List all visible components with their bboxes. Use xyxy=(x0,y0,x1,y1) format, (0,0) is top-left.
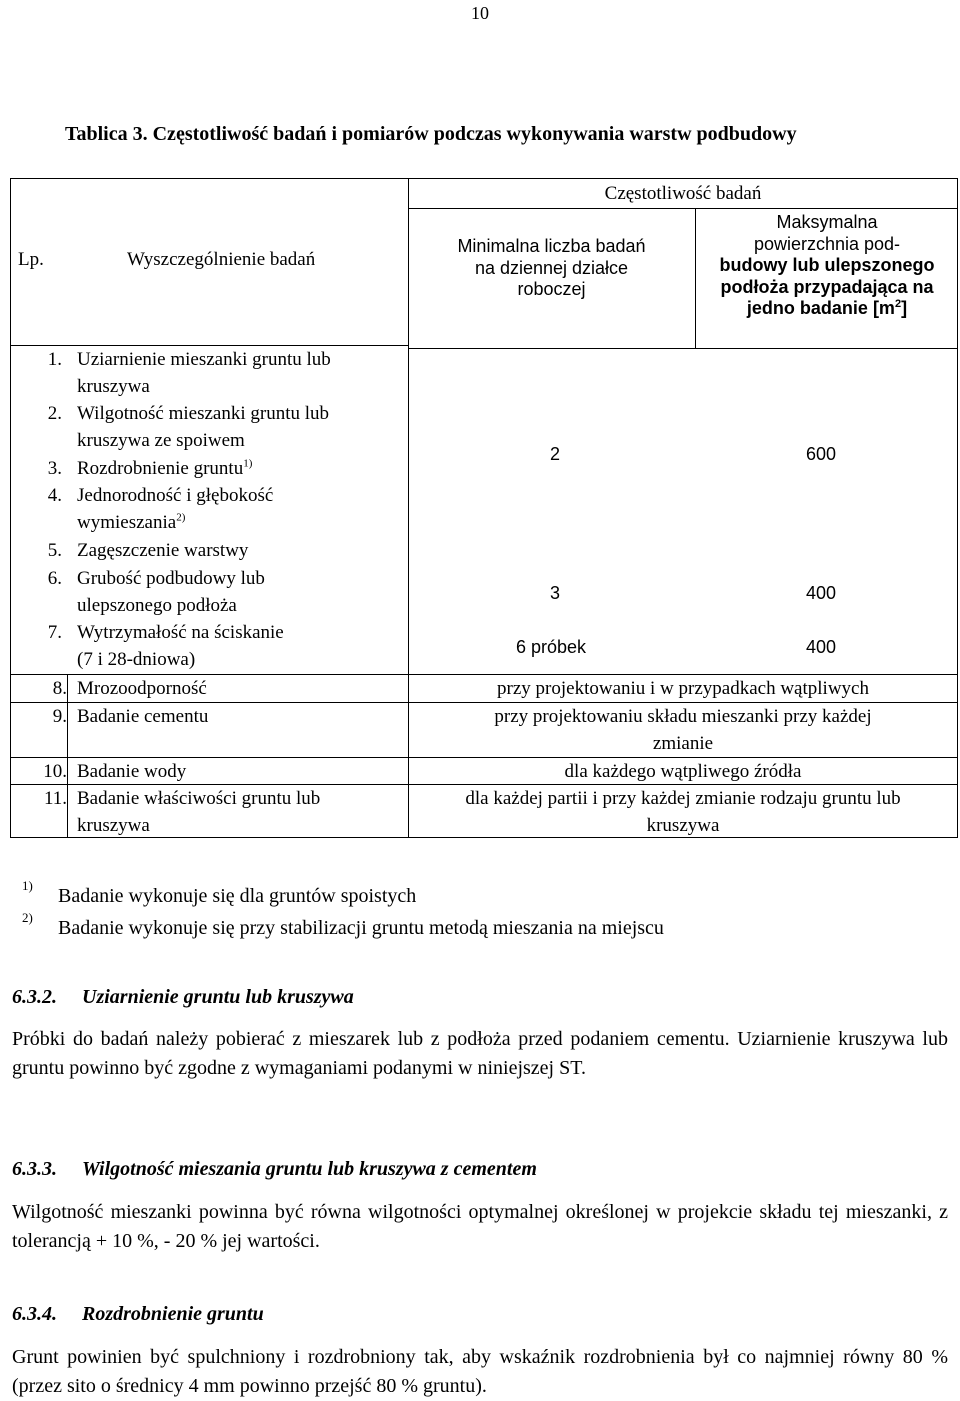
table-row-cont: (7 i 28-dniowa) xyxy=(77,649,196,670)
row10-spec: Badanie wody xyxy=(77,761,187,782)
row6-min-count: 3 xyxy=(550,583,561,603)
group1-min-count: 2 xyxy=(550,444,561,464)
table-row: 1. Uziarnienie mieszanki gruntu lub xyxy=(47,349,331,370)
header-max-line2: powierzchnia pod- xyxy=(753,233,901,254)
row9-num: 9. xyxy=(52,706,67,727)
table-row-cont: kruszywa xyxy=(77,376,150,397)
section-heading: 6.3.2. Uziarnienie gruntu lub kruszywa xyxy=(12,986,354,1008)
section-paragraph: Wilgotność mieszanki powinna być równa wilgotności optymalnej określonej w projekcie składu tej mieszanki, z tolerancją + 10 %, - 20 % jej wartości. xyxy=(12,1201,948,1252)
table-row: 3. Rozdrobnienie gruntu$^{1)}$ xyxy=(47,457,253,479)
row10-num: 10. xyxy=(43,761,67,782)
header-spec: Wyszczególnienie badań xyxy=(127,249,316,270)
row11-freq xyxy=(408,787,958,838)
header-lp: Lp. xyxy=(18,249,44,270)
header-frequency: Częstotliwość badań xyxy=(604,183,762,204)
section-heading: 6.3.4. Rozdrobnienie gruntu xyxy=(12,1303,264,1325)
row9-spec: Badanie cementu xyxy=(77,706,209,727)
row7-max-area: 400 xyxy=(806,637,837,657)
group1-max-area: 600 xyxy=(806,444,837,464)
table-title: Tablica 3. Częstotliwość badań i pomiarów podczas wykonywania warstw podbudowy xyxy=(65,123,797,145)
section-heading: 6.3.3. Wilgotność mieszania gruntu lub kruszywa z cementem xyxy=(12,1158,537,1180)
header-max-line4: podłoża przypadająca na xyxy=(720,276,934,297)
section-paragraph: Grunt powinien być spulchniony i rozdrobniony tak, aby wskaźnik rozdrobnienia był co najmniej równy 80 % (przez sito o średnicy 4 mm powinno przejść 80 % gruntu). xyxy=(12,1346,948,1397)
table-row-cont: ulepszonego podłoża xyxy=(77,595,237,616)
row11-spec-line2: kruszywa xyxy=(77,814,150,836)
table-row: 5. Zagęszczenie warstwy xyxy=(47,540,249,561)
row8-freq: przy projektowaniu i w przypadkach wątpliwych xyxy=(497,678,869,699)
row11-num: 11. xyxy=(43,788,67,809)
row9-freq xyxy=(408,705,958,756)
header-max-line5: jedno badanie $[m^2]$ xyxy=(746,298,908,319)
row10-freq: dla każdego wątpliwego źródła xyxy=(564,761,802,782)
row7-min-count: 6 próbek xyxy=(516,637,587,657)
table-row: 7. Wytrzymałość na ściskanie xyxy=(47,622,284,643)
row8-spec: Mrozoodporność xyxy=(77,678,207,699)
table-row-cont: wymieszania$^{2)}$ xyxy=(77,511,186,533)
table-row: 4. Jednorodność i głębokość xyxy=(47,485,274,506)
table-row-cont: kruszywa ze spoiwem xyxy=(77,430,245,451)
page-number: 10 xyxy=(471,3,489,23)
row11-spec xyxy=(77,787,320,838)
table-row: 6. Grubość podbudowy lub xyxy=(47,568,265,589)
header-min-line2: na dziennej działce xyxy=(474,257,629,278)
table-row: 2. Wilgotność mieszanki gruntu lub xyxy=(47,403,330,424)
header-min-count xyxy=(408,236,695,301)
header-max-line3: budowy lub ulepszonego xyxy=(719,255,935,276)
header-max-area xyxy=(696,212,958,320)
header-min-line1: Minimalna liczba badań xyxy=(457,236,646,256)
row11-freq-line1: dla każdej partii i przy każdej zmianie rodzaju gruntu lub xyxy=(465,788,901,809)
row11-spec-line1: Badanie właściwości gruntu lub xyxy=(77,788,321,809)
row6-max-area: 400 xyxy=(806,583,837,603)
row9-freq-line1: przy projektowaniu składu mieszanki przy każdej xyxy=(494,706,872,727)
row9-freq-line2: zmianie xyxy=(652,732,714,754)
row8-num: 8. xyxy=(52,678,67,699)
frequency-table xyxy=(10,178,958,838)
header-min-line3: roboczej xyxy=(517,279,586,300)
row11-freq-line2: kruszywa xyxy=(646,814,720,836)
header-max-line1: Maksymalna xyxy=(776,212,878,232)
section-paragraph: Próbki do badań należy pobierać z mieszarek lub z podłoża przed podaniem cementu. Uziarnienie kruszywa lub gruntu powinno być zgodne z wymaganiami podanymi w niniejszej ST. xyxy=(12,1028,948,1079)
